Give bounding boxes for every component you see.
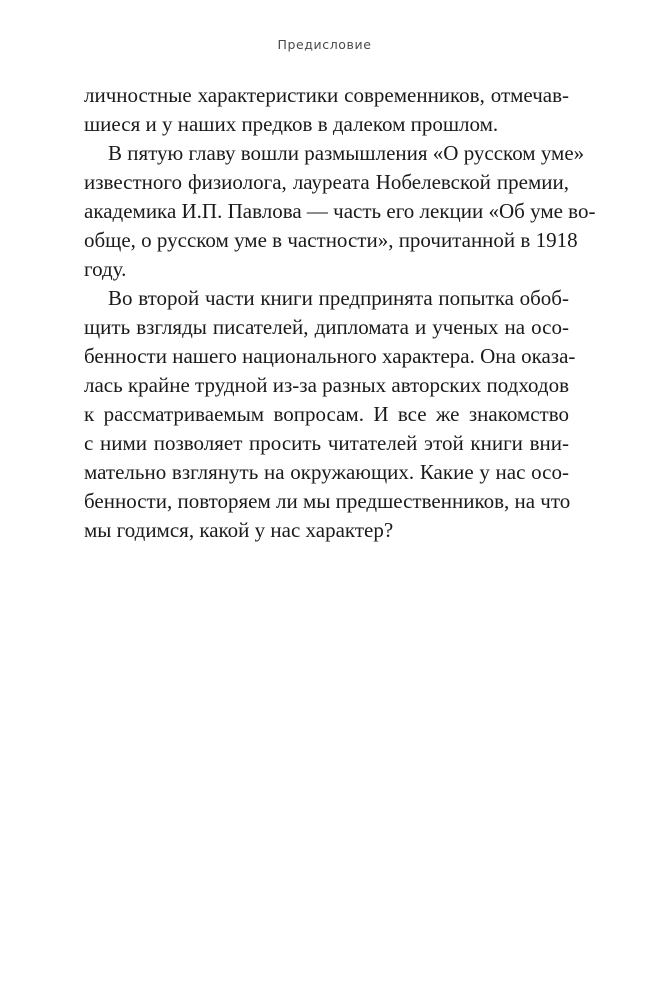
text-line: с ними позволяет просить читателей этой книги вни- (84, 431, 569, 455)
text-line: известного физиолога, лауреата Нобелевской премии, (84, 170, 569, 194)
body-text (84, 81, 596, 545)
text-line: бенности, повторяем ли мы предшественников, на что (84, 489, 571, 513)
text-line: щить взгляды писателей, дипломата и ученых на осо- (84, 315, 569, 339)
text-line: шиеся и у наших предков в далеком прошлом. (84, 112, 499, 136)
text-line: лась крайне трудной из-за разных авторских подходов (84, 373, 570, 397)
text-line: мы годимся, какой у нас характер? (84, 518, 394, 542)
text-line: к рассматриваемым вопросам. И все же знакомство (84, 402, 569, 426)
running-head: Предисловие (277, 37, 372, 52)
text-line: личностные характеристики современников, отмечав- (84, 83, 569, 107)
text-line: мательно взглянуть на окружающих. Какие у нас осо- (84, 460, 569, 484)
text-line: академика И.П. Павлова — часть его лекции «Об уме во- (84, 199, 596, 223)
paragraph-first-line: Во второй части книги предпринята попытка обоб- (108, 286, 569, 310)
text-line: бенности нашего национального характера. Она оказа- (84, 344, 576, 368)
paragraph-first-line: В пятую главу вошли размышления «О русском уме» (108, 141, 585, 165)
text-line: году. (84, 257, 127, 281)
text-line: обще, о русском уме в частности», прочитанной в 1918 (84, 228, 578, 252)
